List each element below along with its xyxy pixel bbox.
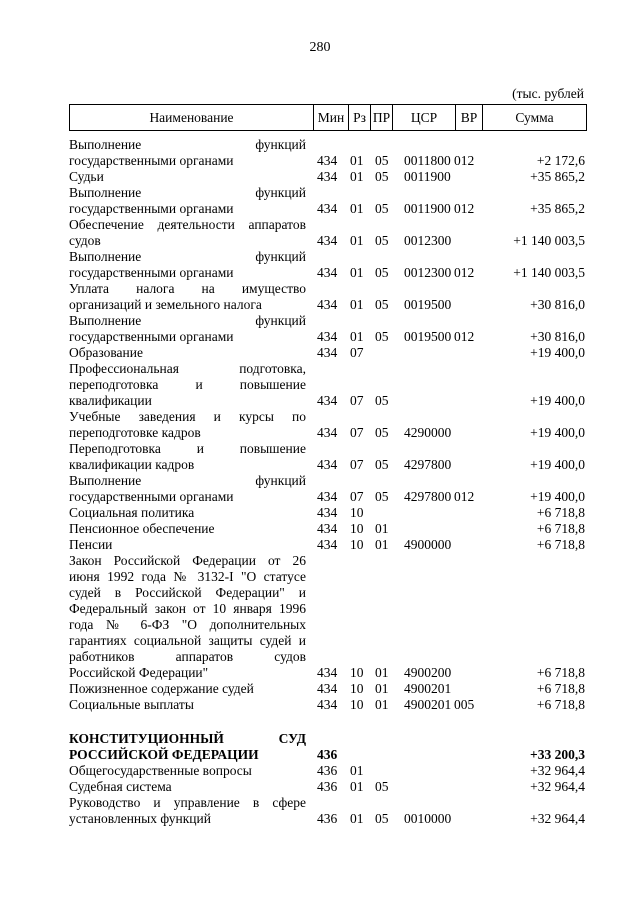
cell-name bbox=[69, 697, 312, 713]
name-line: Российской Федерации" bbox=[69, 665, 209, 680]
cell-sum: +33 200,3 bbox=[530, 747, 585, 762]
cell-min: 434 bbox=[317, 489, 338, 504]
cell-sum: +30 816,0 bbox=[530, 297, 585, 312]
table-row bbox=[69, 521, 587, 537]
cell-vr bbox=[453, 169, 480, 185]
cell-vr bbox=[453, 553, 480, 681]
cell-sum: +32 964,4 bbox=[530, 763, 585, 778]
cell-name bbox=[69, 681, 312, 697]
cell-min: 434 bbox=[317, 521, 338, 536]
budget-table bbox=[69, 137, 587, 827]
cell-sum: +19 400,0 bbox=[530, 393, 585, 408]
cell-sum: +6 718,8 bbox=[536, 681, 585, 696]
cell-csr bbox=[391, 779, 453, 795]
cell-name bbox=[69, 169, 312, 185]
name-line: Судебная система bbox=[69, 779, 172, 794]
cell-sum: +35 865,2 bbox=[530, 169, 585, 184]
cell-name bbox=[69, 185, 312, 217]
cell-vr bbox=[453, 521, 480, 537]
cell-rz: 07 bbox=[350, 393, 364, 408]
cell-csr bbox=[391, 763, 453, 779]
table-row bbox=[69, 137, 587, 169]
name-line: года № 6-ФЗ "О дополнительных bbox=[69, 617, 306, 632]
cell-sum: +32 964,4 bbox=[530, 811, 585, 826]
name-line: Пожизненное содержание судей bbox=[69, 681, 254, 696]
cell-rz: 07 bbox=[350, 345, 364, 360]
cell-name bbox=[69, 281, 312, 313]
name-line: РОССИЙСКОЙ ФЕДЕРАЦИИ bbox=[69, 747, 259, 762]
cell-pr: 05 bbox=[375, 329, 389, 344]
name-line: государственными органами bbox=[69, 489, 234, 504]
cell-vr bbox=[453, 731, 480, 763]
cell-vr: 012 bbox=[454, 329, 475, 344]
cell-vr: 012 bbox=[454, 265, 475, 280]
name-line: судей в Российской Федерации" и bbox=[69, 585, 306, 600]
cell-min: 434 bbox=[317, 297, 338, 312]
cell-vr bbox=[453, 505, 480, 521]
cell-name bbox=[69, 217, 312, 249]
cell-csr: 4900200 bbox=[404, 665, 452, 680]
name-line: государственными органами bbox=[69, 201, 234, 216]
table-row bbox=[69, 473, 587, 505]
cell-pr: 05 bbox=[375, 457, 389, 472]
cell-min: 434 bbox=[317, 681, 338, 696]
row-spacer bbox=[69, 713, 587, 731]
cell-rz: 01 bbox=[350, 169, 364, 184]
name-line: организаций и земельного налога bbox=[69, 297, 262, 312]
cell-rz: 10 bbox=[350, 521, 364, 536]
name-line: Выполнение функций bbox=[69, 185, 306, 200]
name-line: Образование bbox=[69, 345, 143, 360]
cell-csr: 0019500 bbox=[404, 329, 452, 344]
cell-sum: +19 400,0 bbox=[530, 345, 585, 360]
cell-min: 434 bbox=[317, 425, 338, 440]
cell-min: 434 bbox=[317, 393, 338, 408]
table-row bbox=[69, 169, 587, 185]
header-pr: ПР bbox=[372, 110, 391, 125]
name-line: июня 1992 года № 3132-I "О статусе bbox=[69, 569, 306, 584]
cell-sum: +32 964,4 bbox=[530, 779, 585, 794]
cell-min: 436 bbox=[317, 811, 338, 826]
cell-csr: 0012300 bbox=[404, 265, 452, 280]
cell-rz: 10 bbox=[350, 697, 364, 712]
cell-csr: 0012300 bbox=[404, 233, 452, 248]
cell-rz: 01 bbox=[350, 201, 364, 216]
name-line: Выполнение функций bbox=[69, 473, 306, 488]
cell-vr bbox=[453, 795, 480, 827]
name-line: Выполнение функций bbox=[69, 313, 306, 328]
cell-csr: 4900000 bbox=[404, 537, 452, 552]
cell-min: 436 bbox=[317, 747, 338, 762]
cell-name bbox=[69, 441, 312, 473]
name-line: Судьи bbox=[69, 169, 104, 184]
cell-vr bbox=[453, 217, 480, 249]
table-row bbox=[69, 281, 587, 313]
cell-sum: +2 172,6 bbox=[536, 153, 585, 168]
cell-sum: +1 140 003,5 bbox=[513, 233, 585, 248]
cell-rz: 07 bbox=[350, 457, 364, 472]
name-line: государственными органами bbox=[69, 265, 234, 280]
cell-csr: 0011800 bbox=[404, 153, 451, 168]
cell-csr: 4297800 bbox=[404, 457, 452, 472]
header-sum: Сумма bbox=[515, 110, 554, 125]
table-row bbox=[69, 681, 587, 697]
cell-csr: 4290000 bbox=[404, 425, 452, 440]
cell-rz: 01 bbox=[350, 779, 364, 794]
cell-rz: 01 bbox=[350, 329, 364, 344]
cell-rz: 01 bbox=[350, 763, 364, 778]
cell-vr bbox=[453, 537, 480, 553]
cell-min: 434 bbox=[317, 665, 338, 680]
cell-csr bbox=[391, 521, 453, 537]
cell-name bbox=[69, 553, 312, 681]
cell-min: 434 bbox=[317, 345, 338, 360]
cell-vr: 012 bbox=[454, 489, 475, 504]
cell-min: 436 bbox=[317, 779, 338, 794]
table-row bbox=[69, 217, 587, 249]
cell-name bbox=[69, 313, 312, 345]
page-number: 280 bbox=[309, 40, 331, 55]
cell-pr: 05 bbox=[375, 811, 389, 826]
cell-csr bbox=[391, 345, 453, 361]
cell-sum: +1 140 003,5 bbox=[513, 265, 585, 280]
cell-name bbox=[69, 795, 312, 827]
cell-name bbox=[69, 137, 312, 169]
cell-name bbox=[69, 537, 312, 553]
header-csr: ЦСР bbox=[410, 110, 438, 125]
cell-pr: 01 bbox=[375, 681, 389, 696]
cell-vr: 005 bbox=[454, 697, 475, 712]
cell-name bbox=[69, 473, 312, 505]
cell-min: 434 bbox=[317, 697, 338, 712]
cell-min: 434 bbox=[317, 153, 338, 168]
table-row bbox=[69, 731, 587, 763]
cell-rz: 10 bbox=[350, 665, 364, 680]
cell-sum: +19 400,0 bbox=[530, 425, 585, 440]
cell-min: 434 bbox=[317, 329, 338, 344]
cell-sum: +30 816,0 bbox=[530, 329, 585, 344]
name-line: квалификации кадров bbox=[69, 457, 195, 472]
cell-pr: 05 bbox=[375, 425, 389, 440]
cell-pr: 05 bbox=[375, 233, 389, 248]
units-label: (тыс. рублей bbox=[512, 86, 584, 101]
cell-sum: +6 718,8 bbox=[536, 505, 585, 520]
cell-vr bbox=[453, 281, 480, 313]
name-line: переподготовке кадров bbox=[69, 425, 201, 440]
cell-min: 434 bbox=[317, 537, 338, 552]
cell-rz: 10 bbox=[350, 505, 364, 520]
name-line: Социальная политика bbox=[69, 505, 195, 520]
cell-csr bbox=[391, 731, 453, 763]
cell-vr: 012 bbox=[454, 153, 475, 168]
name-line: Переподготовка и повышение bbox=[69, 441, 306, 456]
cell-sum: +6 718,8 bbox=[536, 521, 585, 536]
name-line: Пенсии bbox=[69, 537, 113, 552]
cell-name bbox=[69, 361, 312, 409]
name-line: Профессиональная подготовка, bbox=[69, 361, 306, 376]
cell-pr bbox=[369, 345, 391, 361]
table-row bbox=[69, 713, 587, 731]
name-line: установленных функций bbox=[69, 811, 211, 826]
name-line: квалификации bbox=[69, 393, 152, 408]
cell-csr: 4297800 bbox=[404, 489, 452, 504]
table-row bbox=[69, 361, 587, 409]
cell-rz: 01 bbox=[350, 153, 364, 168]
table-row bbox=[69, 505, 587, 521]
name-line: Обеспечение деятельности аппаратов bbox=[69, 217, 306, 232]
header-rz: Рз bbox=[353, 110, 366, 125]
name-line: Социальные выплаты bbox=[69, 697, 194, 712]
cell-rz: 07 bbox=[350, 425, 364, 440]
cell-csr: 4900201 bbox=[404, 681, 452, 696]
cell-min: 434 bbox=[317, 505, 338, 520]
cell-name bbox=[69, 345, 312, 361]
cell-csr bbox=[391, 505, 453, 521]
table-row bbox=[69, 441, 587, 473]
cell-pr: 05 bbox=[375, 393, 389, 408]
cell-sum: +35 865,2 bbox=[530, 201, 585, 216]
name-line: Общегосударственные вопросы bbox=[69, 763, 252, 778]
cell-min: 434 bbox=[317, 457, 338, 472]
cell-sum: +19 400,0 bbox=[530, 489, 585, 504]
cell-name bbox=[69, 731, 312, 763]
cell-csr: 4900201 bbox=[404, 697, 452, 712]
cell-pr: 01 bbox=[375, 697, 389, 712]
cell-vr bbox=[453, 681, 480, 697]
cell-min: 434 bbox=[317, 265, 338, 280]
cell-min: 436 bbox=[317, 763, 338, 778]
cell-name bbox=[69, 763, 312, 779]
cell-rz bbox=[347, 731, 369, 763]
cell-pr: 05 bbox=[375, 201, 389, 216]
name-line: Закон Российской Федерации от 26 bbox=[69, 553, 306, 568]
cell-rz: 01 bbox=[350, 233, 364, 248]
name-line: государственными органами bbox=[69, 153, 234, 168]
name-line: работников аппаратов судов bbox=[69, 649, 306, 664]
cell-sum: +6 718,8 bbox=[536, 665, 585, 680]
name-line: Уплата налога на имущество bbox=[69, 281, 306, 296]
cell-vr bbox=[453, 361, 480, 409]
cell-vr: 012 bbox=[454, 201, 475, 216]
cell-rz: 01 bbox=[350, 265, 364, 280]
table-row bbox=[69, 409, 587, 441]
name-line: судов bbox=[69, 233, 101, 248]
table-row bbox=[69, 697, 587, 713]
cell-rz: 01 bbox=[350, 297, 364, 312]
table-row bbox=[69, 345, 587, 361]
table-row bbox=[69, 553, 587, 681]
cell-pr: 05 bbox=[375, 153, 389, 168]
cell-csr: 0011900 bbox=[404, 169, 451, 184]
cell-pr bbox=[369, 763, 391, 779]
name-line: Выполнение функций bbox=[69, 137, 306, 152]
name-line: гарантиях социальной защиты судей и bbox=[69, 633, 306, 648]
cell-csr: 0019500 bbox=[404, 297, 452, 312]
cell-name bbox=[69, 779, 312, 795]
cell-name bbox=[69, 409, 312, 441]
cell-name bbox=[69, 521, 312, 537]
header-vr: ВР bbox=[460, 110, 478, 125]
cell-pr bbox=[369, 731, 391, 763]
cell-min: 434 bbox=[317, 169, 338, 184]
table-row bbox=[69, 763, 587, 779]
cell-rz: 07 bbox=[350, 489, 364, 504]
cell-vr bbox=[453, 441, 480, 473]
cell-pr: 05 bbox=[375, 169, 389, 184]
cell-sum: +6 718,8 bbox=[536, 697, 585, 712]
name-line: Выполнение функций bbox=[69, 249, 306, 264]
cell-csr: 0010000 bbox=[404, 811, 452, 826]
cell-pr: 01 bbox=[375, 537, 389, 552]
table-row bbox=[69, 249, 587, 281]
table-row bbox=[69, 779, 587, 795]
cell-pr bbox=[369, 505, 391, 521]
cell-min: 434 bbox=[317, 233, 338, 248]
cell-sum: +19 400,0 bbox=[530, 457, 585, 472]
cell-pr: 01 bbox=[375, 521, 389, 536]
cell-pr: 05 bbox=[375, 779, 389, 794]
cell-vr bbox=[453, 409, 480, 441]
cell-name bbox=[69, 505, 312, 521]
name-line: государственными органами bbox=[69, 329, 234, 344]
name-line: Федеральный закон от 10 января 1996 bbox=[69, 601, 306, 616]
cell-rz: 10 bbox=[350, 681, 364, 696]
table-row bbox=[69, 537, 587, 553]
cell-vr bbox=[453, 763, 480, 779]
name-line: КОНСТИТУЦИОННЫЙ СУД bbox=[69, 731, 306, 746]
name-line: Руководство и управление в сфере bbox=[69, 795, 306, 810]
name-line: Пенсионное обеспечение bbox=[69, 521, 215, 536]
name-line: Учебные заведения и курсы по bbox=[69, 409, 306, 424]
table-row bbox=[69, 313, 587, 345]
cell-name bbox=[69, 249, 312, 281]
cell-pr: 01 bbox=[375, 665, 389, 680]
cell-csr: 0011900 bbox=[404, 201, 451, 216]
cell-csr bbox=[391, 361, 453, 409]
table-body bbox=[69, 137, 587, 827]
header-min: Мин bbox=[317, 110, 345, 125]
cell-pr: 05 bbox=[375, 489, 389, 504]
table-header bbox=[69, 104, 587, 131]
cell-vr bbox=[453, 345, 480, 361]
cell-rz: 01 bbox=[350, 811, 364, 826]
table-row bbox=[69, 185, 587, 217]
cell-pr: 05 bbox=[375, 297, 389, 312]
cell-sum: +6 718,8 bbox=[536, 537, 585, 552]
cell-min: 434 bbox=[317, 201, 338, 216]
cell-vr bbox=[453, 779, 480, 795]
name-line: переподготовка и повышение bbox=[69, 377, 306, 392]
table-row bbox=[69, 795, 587, 827]
cell-pr: 05 bbox=[375, 265, 389, 280]
cell-rz: 10 bbox=[350, 537, 364, 552]
header-name: Наименование bbox=[149, 110, 234, 125]
